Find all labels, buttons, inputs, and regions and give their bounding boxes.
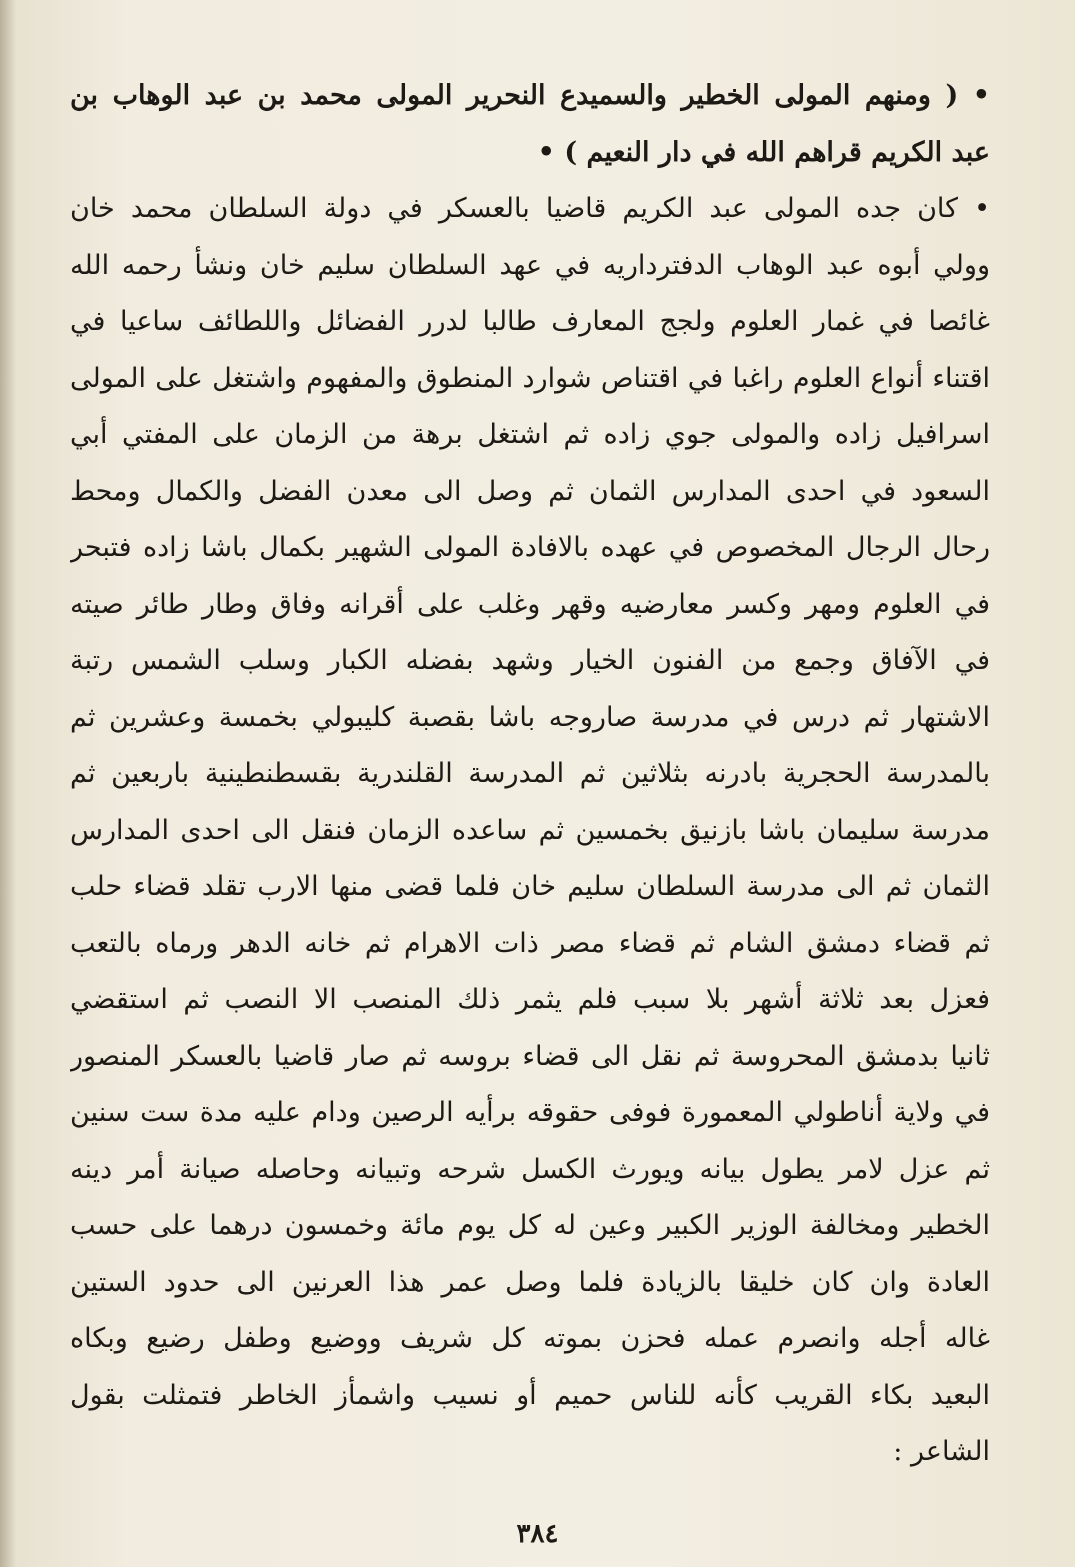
text-line: الثمان ثم الى مدرسة السلطان سليم خان فلما قضى منها الارب تقلد قضاء حلب [70, 871, 990, 902]
text-line: الخطير ومخالفة الوزير الكبير وعين له كل يوم مائة وخمسون درهما على حسب [70, 1210, 990, 1241]
text-line: العادة وان كان خليقا بالزيادة فلما وصل عمر هذا العرنين الى حدود الستين [70, 1266, 990, 1298]
text-line: ثم قضاء دمشق الشام ثم قضاء مصر ذات الاهرام ثم خانه الدهر ورماه بالتعب [70, 927, 990, 959]
text-line: وولي أبوه عبد الوهاب الدفترداريه في عهد السلطان سليم خان ونشأ رحمه الله [70, 249, 990, 281]
text-line: غائصا في غمار العلوم ولجج المعارف طالبا لدرر الفضائل واللطائف ساعيا في [70, 306, 990, 337]
body-text [70, 68, 990, 1481]
page-binding-shadow [0, 0, 16, 1567]
text-line: ثانيا بدمشق المحروسة ثم نقل الى قضاء بروسه ثم صار قاضيا بالعسكر المنصور [70, 1040, 990, 1072]
text-line: اسرافيل زاده والمولى جوي زاده ثم اشتغل برهة من الزمان على المفتي أبي [70, 419, 990, 450]
text-line: رحال الرجال المخصوص في عهده بالافادة المولى الشهير بكمال باشا زاده فتبحر [70, 532, 990, 563]
text-line: السعود في احدى المدارس الثمان ثم وصل الى معدن الفضل والكمال ومحط [70, 475, 990, 507]
text-line: الشاعر : [893, 1436, 990, 1467]
text-line: في العلوم ومهر وكسر معارضيه وقهر وغلب على أقرانه وفاق وطار طائر صيته [70, 588, 990, 620]
text-line: بالمدرسة الحجرية بادرنه بثلاثين ثم المدرسة القلندرية بقسطنطينية باربعين ثم [70, 758, 990, 789]
text-line: مدرسة سليمان باشا بازنيق بخمسين ثم ساعده الزمان فنقل الى احدى المدارس [70, 814, 990, 846]
text-line: ثم عزل لامر يطول بيانه ويورث الكسل شرحه وتبيانه وحاصله صيانة أمر دينه [70, 1153, 990, 1185]
text-line: • كان جده المولى عبد الكريم قاضيا بالعسكر في دولة السلطان محمد خان [70, 193, 990, 224]
text-line: في الآفاق وجمع من الفنون الخيار وشهد بفضله الكبار وسلب الشمس رتبة [70, 645, 990, 676]
text-line: • ( ومنهم المولى الخطير والسميدع النحرير المولى محمد بن عبد الوهاب بن [70, 80, 990, 111]
text-line: اقتناء أنواع العلوم راغبا في اقتناص شوارد المنطوق والمفهوم واشتغل على المولى [70, 362, 990, 394]
text-line: الاشتهار ثم درس في مدرسة صاروجه باشا بقصبة كليبولي بخمسة وعشرين ثم [70, 701, 990, 733]
text-line: في ولاية أناطولي المعمورة فوفى حقوقه برأيه الرصين ودام عليه مدة ست سنين [70, 1097, 990, 1128]
text-line: غاله أجله وانصرم عمله فحزن بموته كل شريف ووضيع وطفل رضيع وبكاه [70, 1323, 990, 1354]
text-line: البعيد بكاء القريب كأنه للناس حميم أو نسيب واشمأز الخاطر فتمثلت بقول [70, 1379, 990, 1411]
text-line: فعزل بعد ثلاثة أشهر بلا سبب فلم يثمر ذلك المنصب الا النصب ثم استقضي [70, 984, 990, 1015]
text-line: عبد الكريم قراهم الله في دار النعيم ) • [537, 136, 990, 168]
page-number: ٣٨٤ [516, 1519, 559, 1549]
